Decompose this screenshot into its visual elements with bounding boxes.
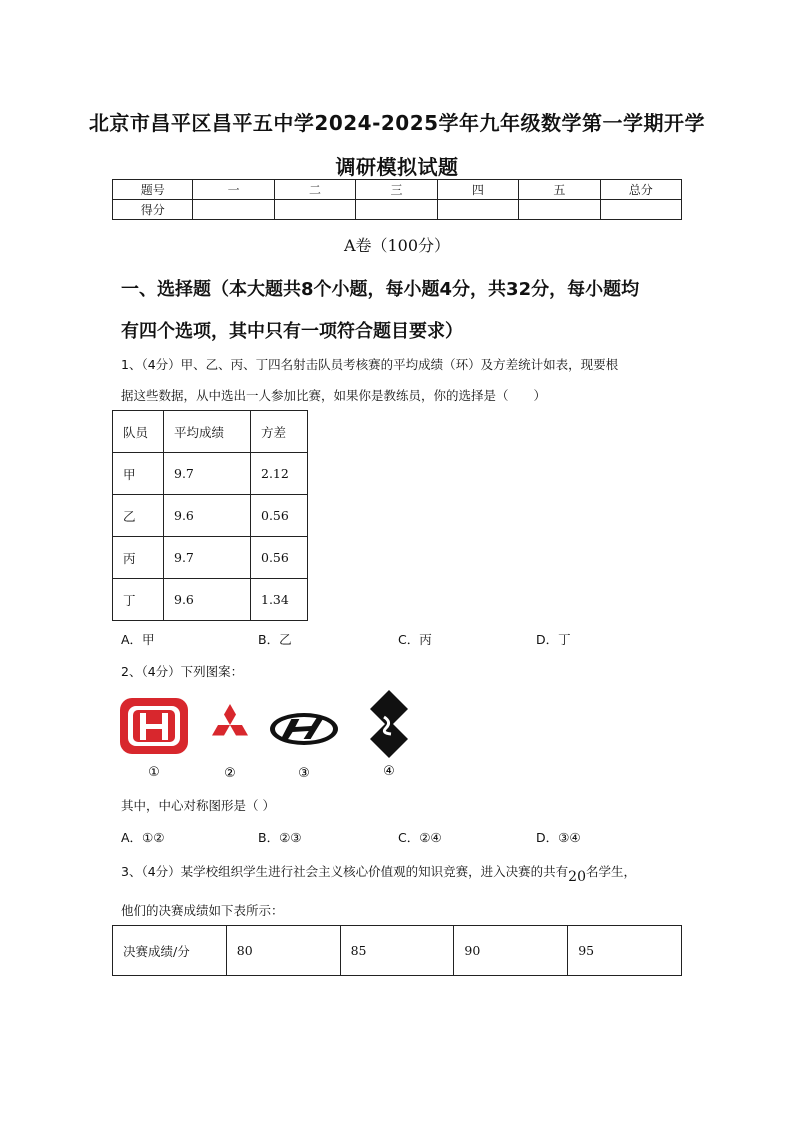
table-cell: 9.7	[164, 453, 251, 495]
table-header-cell: 平均成绩	[164, 411, 251, 453]
question-3-table	[112, 925, 682, 976]
score-cell: 五	[519, 180, 600, 200]
hyundai-logo-icon	[270, 713, 338, 745]
table-header-cell: 决赛成绩/分	[113, 926, 227, 976]
table-cell: 丁	[113, 579, 164, 621]
table-cell: 9.6	[164, 495, 251, 537]
table-cell: 0.56	[251, 537, 308, 579]
table-cell: 85	[340, 926, 454, 976]
table-header-cell: 队员	[113, 411, 164, 453]
question-2-prompt: 其中，中心对称图形是（ ）	[121, 798, 275, 813]
score-table-score-row	[113, 200, 682, 220]
table-cell: 丙	[113, 537, 164, 579]
question-3-text-end: 名学生，	[586, 864, 637, 879]
table-cell: 9.6	[164, 579, 251, 621]
question-1-text: 1、（4分）甲、乙、丙、丁四名射击队员考核赛的平均成绩（环）及方差统计如表，现要根	[121, 357, 619, 372]
section-heading-line2: 有四个选项，其中只有一项符合题目要求）	[121, 321, 463, 342]
score-table	[112, 179, 682, 220]
page-title: 北京市昌平区昌平五中学2024-2025学年九年级数学第一学期开学	[88, 111, 706, 135]
question-3-text-start: 3、（4分）某学校组织学生进行社会主义核心价值观的知识竞赛，进入决赛的共有	[121, 864, 569, 879]
mitsubishi-logo-icon	[212, 704, 248, 736]
score-cell: 题号	[113, 180, 193, 200]
option-a: A．甲	[121, 632, 155, 647]
logo-figures	[112, 688, 422, 783]
figure-label: ②	[224, 766, 236, 781]
figure-label: ①	[148, 765, 160, 780]
table-row	[113, 579, 308, 621]
honda-logo-icon	[120, 698, 188, 754]
table-header-cell: 方差	[251, 411, 308, 453]
question-2-options	[0, 828, 794, 846]
table-row	[113, 537, 308, 579]
section-heading: 一、选择题（本大题共8个小题，每小题4分，共32分，每小题均	[121, 279, 640, 300]
question-3-text-line2: 他们的决赛成绩如下表所示：	[121, 903, 284, 918]
option-d: D．③④	[536, 830, 581, 845]
option-c: C．丙	[398, 632, 432, 647]
question-1-text-line2: 据这些数据，从中选出一人参加比赛，如果你是教练员，你的选择是（ ）	[121, 388, 547, 403]
table-row	[113, 926, 682, 976]
question-2-text: 2、（4分）下列图案：	[121, 664, 244, 679]
student-count: 20	[568, 869, 586, 885]
table-cell: 1.34	[251, 579, 308, 621]
page-title-line2: 调研模拟试题	[335, 155, 459, 179]
score-cell: 二	[274, 180, 355, 200]
score-table-header-row	[113, 180, 682, 200]
table-cell: 90	[454, 926, 568, 976]
option-b: B．乙	[258, 632, 292, 647]
table-row	[113, 495, 308, 537]
table-row	[113, 453, 308, 495]
score-empty-cell	[274, 200, 355, 220]
option-a: A．①②	[121, 830, 165, 845]
table-cell: 9.7	[164, 537, 251, 579]
figure-label: ④	[383, 764, 395, 779]
table-cell: 甲	[113, 453, 164, 495]
score-cell: 一	[193, 180, 274, 200]
table-row	[113, 411, 308, 453]
score-empty-cell	[519, 200, 600, 220]
score-cell: 得分	[113, 200, 193, 220]
table-cell: 95	[568, 926, 682, 976]
table-cell: 2.12	[251, 453, 308, 495]
score-cell: 四	[437, 180, 518, 200]
figure-label: ③	[298, 766, 310, 781]
score-empty-cell	[356, 200, 437, 220]
table-cell: 0.56	[251, 495, 308, 537]
question-1-table	[112, 410, 308, 621]
option-d: D．丁	[536, 632, 571, 647]
question-3-text	[121, 862, 637, 885]
score-empty-cell	[437, 200, 518, 220]
option-b: B．②③	[258, 830, 302, 845]
table-cell: 乙	[113, 495, 164, 537]
table-cell: 80	[226, 926, 340, 976]
twin-diamond-logo-icon	[370, 690, 408, 758]
volume-heading: A卷（100分）	[343, 236, 451, 255]
score-empty-cell	[600, 200, 681, 220]
option-c: C．②④	[398, 830, 442, 845]
score-cell: 三	[356, 180, 437, 200]
score-cell: 总分	[600, 180, 681, 200]
score-empty-cell	[193, 200, 274, 220]
question-1-options	[0, 630, 794, 648]
